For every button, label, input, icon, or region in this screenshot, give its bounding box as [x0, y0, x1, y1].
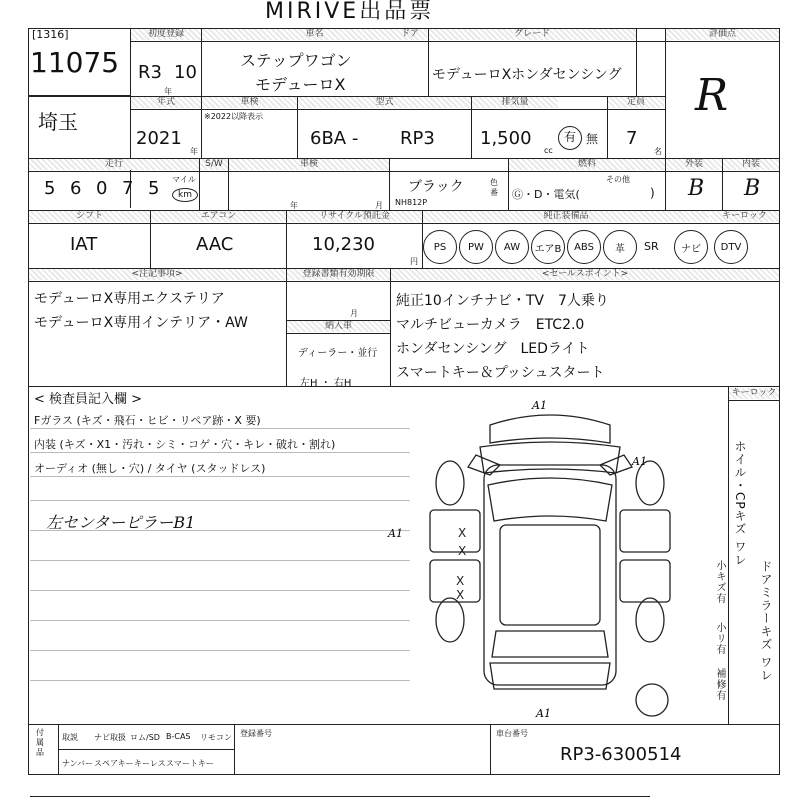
- turbo-yes-circled: 有: [558, 126, 582, 150]
- reg-era: R3: [138, 62, 162, 83]
- inspector-handwritten-note: 左センターピラーB1: [46, 513, 196, 532]
- lot-bracket: [1316]: [32, 28, 69, 41]
- equip-leather: 革: [603, 230, 637, 264]
- model-prefix: 6BA -: [310, 128, 359, 149]
- header-interior: 内装: [723, 159, 779, 170]
- inspector-line-2: 内装 (キズ・X1・汚れ・シミ・コゲ・穴・キレ・破れ・割れ): [34, 438, 336, 451]
- model-year: 2021: [136, 128, 182, 149]
- equip-navi: ナビ: [674, 230, 708, 264]
- sales-point-2: マルチビューカメラ ETC2.0: [396, 317, 585, 333]
- equip-airbag: エアB: [531, 230, 565, 264]
- side-note-4: 小リ有: [714, 622, 725, 655]
- note-1: モデューロX専用エクステリア: [34, 291, 225, 307]
- side-note-5: 補修有: [714, 668, 725, 701]
- form-title: MIRIVE出品票: [265, 0, 435, 24]
- header-year: 年式: [131, 97, 201, 108]
- sales-point-4: スマートキー＆プッシュスタート: [396, 365, 605, 381]
- shaken-note: ※2022以降表示: [204, 112, 264, 121]
- displacement: 1,500: [480, 128, 532, 149]
- svg-text:X: X: [458, 526, 467, 540]
- header-exterior: 外装: [666, 159, 722, 170]
- capacity: 7: [626, 128, 638, 149]
- header-intake: 納入車: [287, 321, 390, 332]
- accessories-label: 付属品: [36, 728, 44, 757]
- car-name-line1: ステップワゴン: [240, 51, 352, 70]
- grade-value: モデューロXホンダセンシング: [432, 67, 622, 83]
- equip-ps: PS: [423, 230, 457, 264]
- car-name-line2: モデューロX: [255, 75, 346, 94]
- steering: 左H ・ 右H: [300, 378, 352, 389]
- svg-text:X: X: [456, 574, 465, 588]
- header-reg-number: 登録番号: [240, 729, 272, 738]
- header-capacity: 定員: [608, 97, 664, 108]
- header-shaken: 車検: [202, 97, 297, 108]
- color-code: NH812P: [395, 198, 428, 207]
- header-rating: 評価点: [666, 29, 779, 40]
- header-shift: シフト: [29, 211, 150, 222]
- lot-number: 11075: [30, 46, 120, 79]
- header-door: ドア: [401, 29, 419, 39]
- mark-a1-pillar: A1: [388, 527, 403, 540]
- header-fuel: 燃料: [509, 159, 665, 170]
- header-mileage: 走行: [29, 159, 199, 170]
- header-color: 車検: [229, 159, 389, 170]
- inspector-heading: < 検査員記入欄 >: [34, 392, 143, 407]
- sales-point-3: ホンダセンシング LEDライト: [396, 341, 590, 357]
- chassis-number: RP3-6300514: [560, 744, 682, 765]
- equip-dtv: DTV: [714, 230, 748, 264]
- header-keylock: キーロック: [729, 388, 779, 399]
- sales-point-1: 純正10インチナビ・TV 7人乗り: [396, 293, 609, 309]
- header-sw: S/W: [200, 159, 228, 170]
- header-chassis: 車台番号: [496, 729, 528, 738]
- header-grade: グレード: [428, 29, 636, 40]
- header-aircon: エアコン: [151, 211, 286, 222]
- header-reg-date: 登録書類有効期限: [287, 269, 390, 280]
- shift-value: IAT: [70, 234, 98, 255]
- reg-month: 10: [174, 62, 197, 83]
- header-sales: <セールスポイント>: [391, 269, 779, 280]
- equip-pw: PW: [459, 230, 493, 264]
- note-2: モデューロX専用インテリア・AW: [34, 315, 248, 331]
- equip-sr: SR: [644, 240, 659, 253]
- color-name: ブラック: [408, 179, 464, 195]
- header-car-name: 車名: [202, 29, 427, 40]
- header-displacement: 排気量: [472, 97, 558, 108]
- svg-text:X: X: [458, 544, 467, 558]
- equip-aw: AW: [495, 230, 529, 264]
- mark-a1-mirror: A1: [632, 455, 647, 468]
- model-code: RP3: [400, 128, 435, 149]
- aircon-value: AAC: [196, 234, 234, 255]
- header-equipment: 純正装備品: [423, 211, 709, 222]
- turbo-no: 無: [586, 132, 599, 146]
- exterior-grade: B: [688, 176, 705, 201]
- svg-text:X: X: [456, 588, 465, 602]
- inspector-line-3: オーディオ (無し・穴) / タイヤ (スタッドレス): [34, 462, 266, 475]
- interior-grade: B: [744, 176, 761, 201]
- mark-a1-rear: A1: [536, 707, 551, 720]
- intake-options: ディーラー・並行: [298, 348, 378, 359]
- rating-value: R: [695, 70, 729, 121]
- equip-abs: ABS: [567, 230, 601, 264]
- region: 埼玉: [38, 110, 78, 134]
- mileage-unit-km: km: [172, 188, 198, 202]
- recycle-value: 10,230: [312, 234, 375, 255]
- side-note-2: ドアミラーキズ ワレ: [759, 560, 773, 682]
- inspector-line-1: Fガラス (キズ・飛石・ヒビ・リペア跡・X 要): [34, 414, 261, 427]
- header-key: キーロック: [710, 211, 779, 222]
- header-model: 型式: [298, 97, 471, 108]
- side-note-3: 小キズ有: [714, 560, 725, 604]
- header-notes: <注記事項>: [29, 269, 285, 280]
- mark-a1-front: A1: [532, 399, 547, 412]
- fuel-options: Ⓖ・D・電気(: [512, 188, 580, 201]
- header-recycle: リサイクル預託金: [287, 211, 422, 222]
- header-first-reg: 初度登録: [131, 29, 201, 40]
- car-damage-diagram: [388, 395, 710, 725]
- side-note-1: ホイル・CPキズ ワレ: [733, 440, 747, 567]
